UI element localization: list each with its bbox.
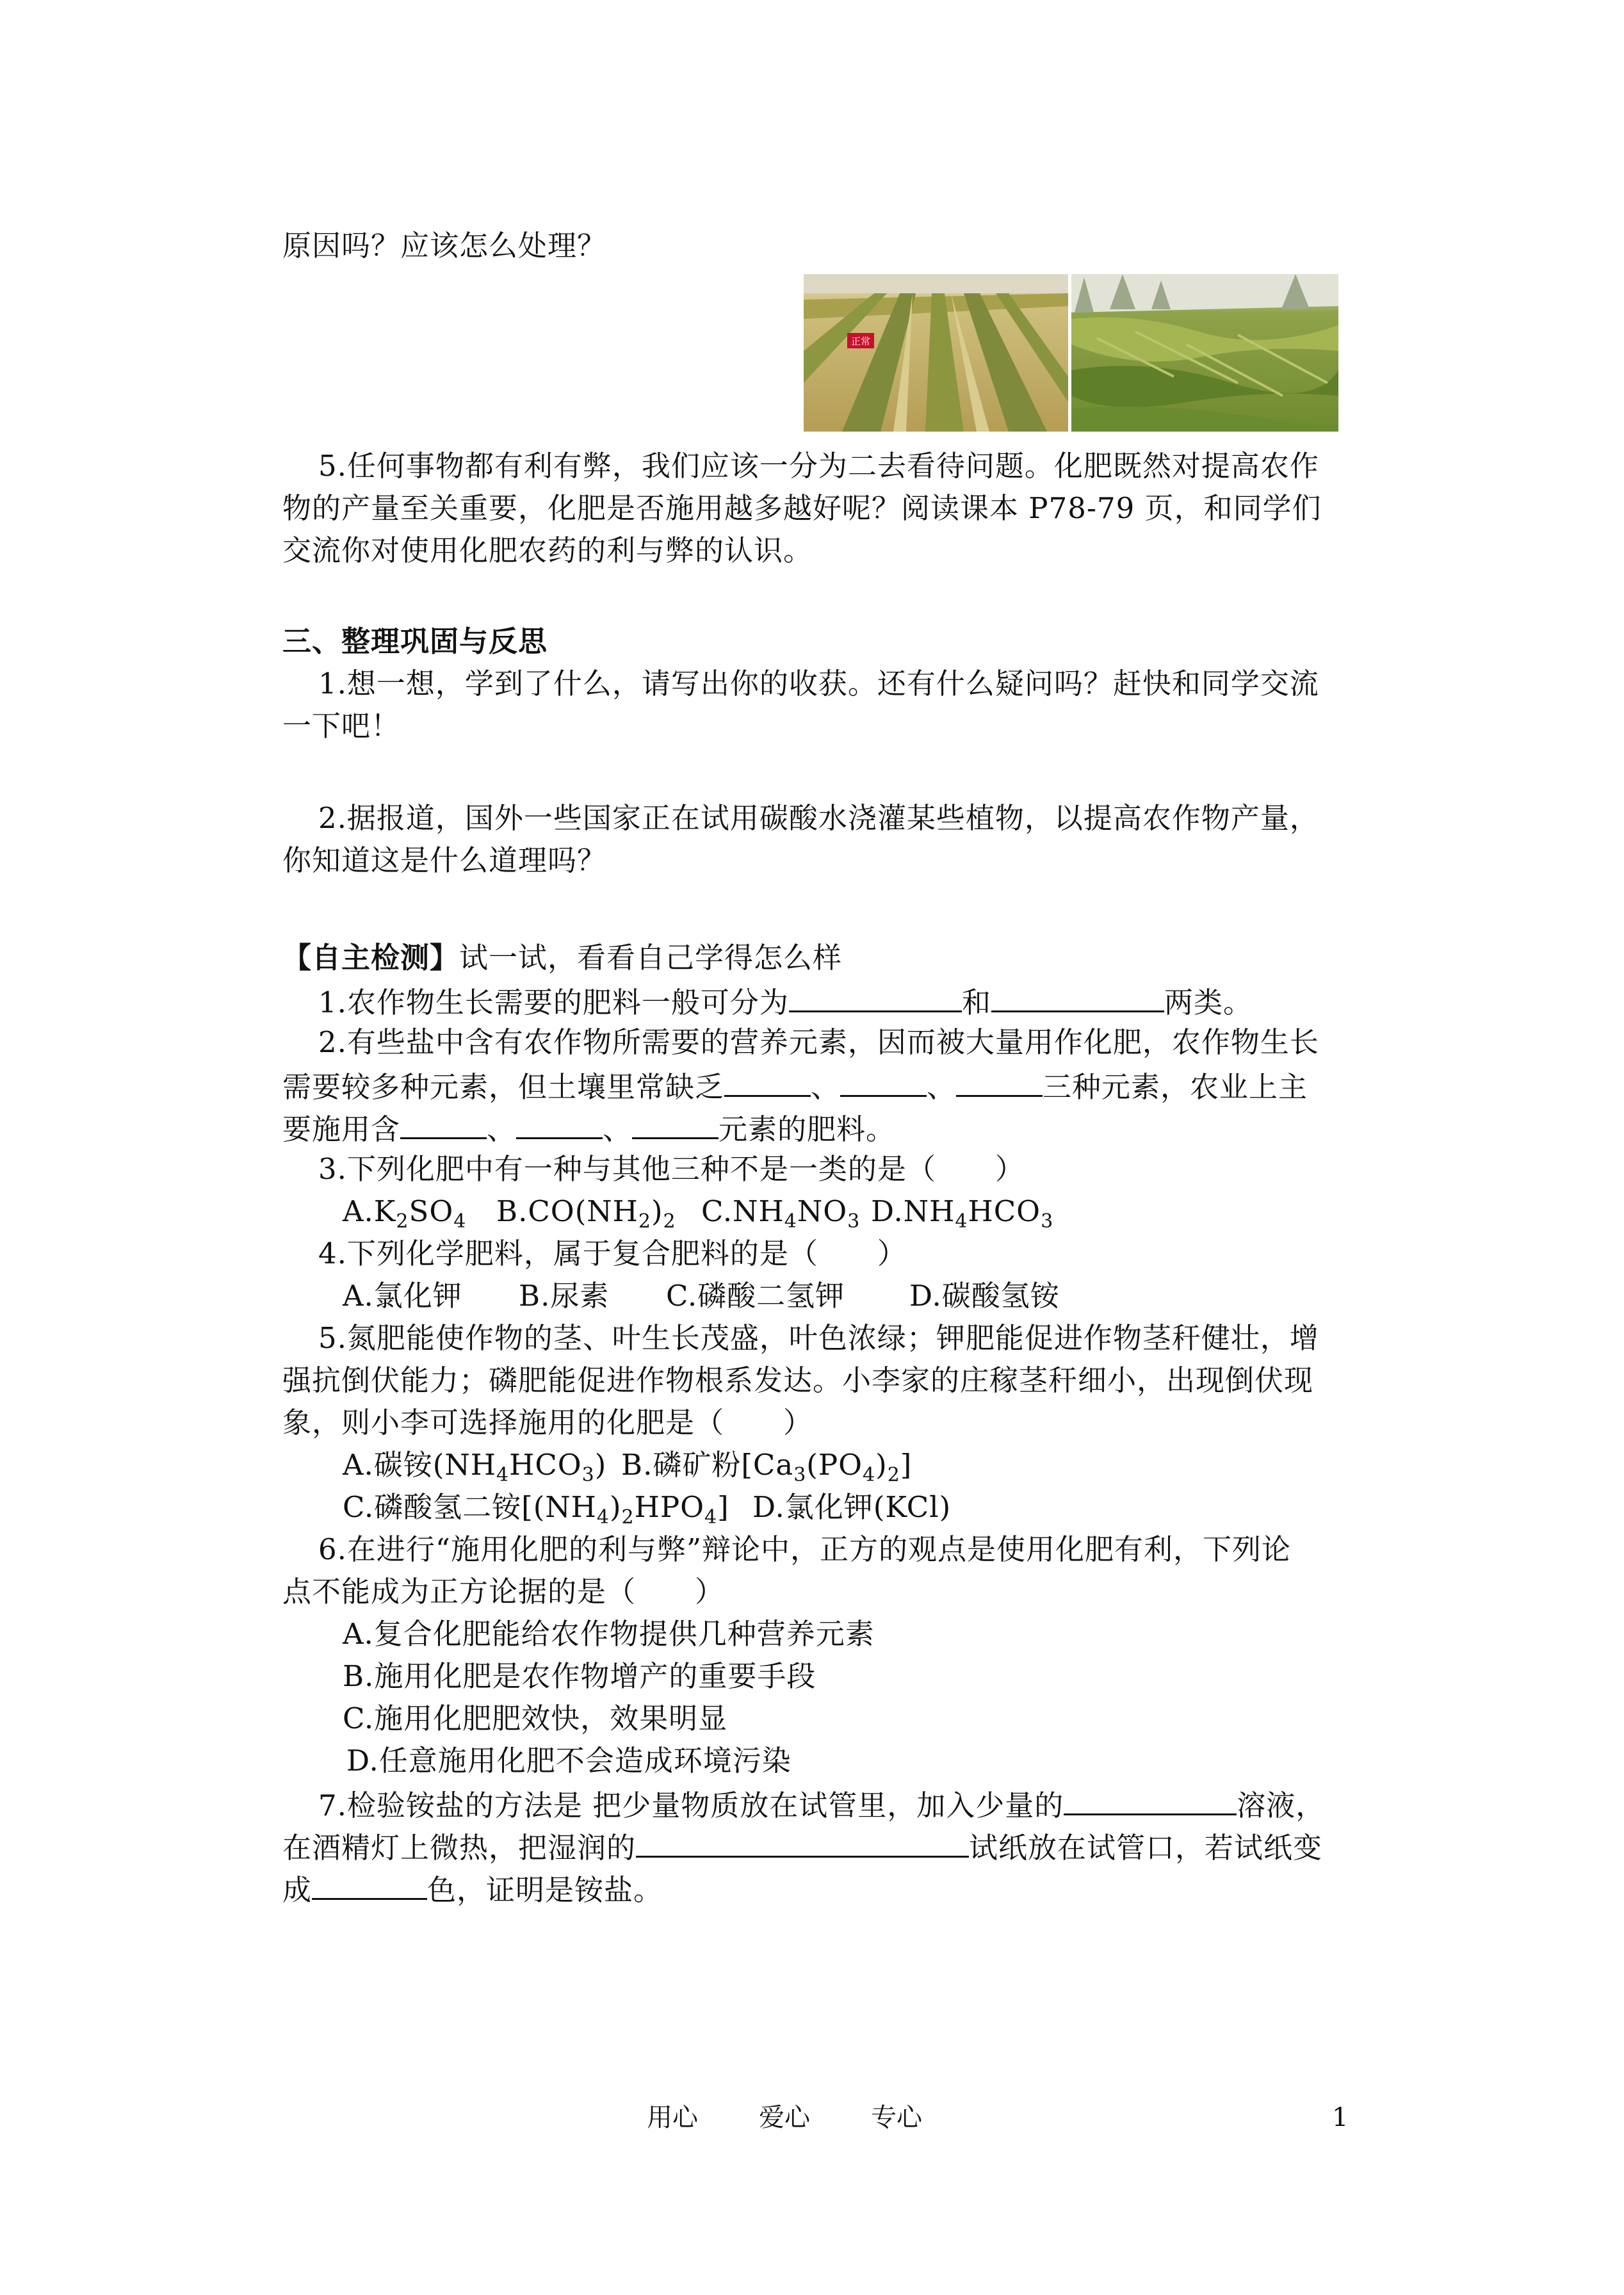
normal-field-photo <box>804 274 1068 432</box>
q1-end: 两类。 <box>1164 985 1253 1019</box>
q7-blank-3[interactable] <box>312 1870 427 1900</box>
q5-line1: 5.任何事物都有利有弊，我们应该一分为二去看待问题。化肥既然对提高农作 <box>318 449 1319 483</box>
q3-option-b[interactable]: $B.CO(NH_2)_2$ <box>496 1194 676 1233</box>
q1-and: 和 <box>961 985 991 1019</box>
q6-option-b[interactable]: B.施用化肥是农作物增产的重要手段 <box>343 1659 816 1693</box>
q5-option-c[interactable]: C.磷酸氢二铵$[(NH_4)_2HPO_4]$ <box>343 1490 729 1529</box>
q7-l3-end: 色，证明是铵盐。 <box>427 1873 663 1907</box>
q5-line3: 交流你对使用化肥农药的利与弊的认识。 <box>282 533 813 567</box>
section3-item1-line2: 一下吧！ <box>282 709 401 743</box>
q4-option-d[interactable]: D.碳酸氢铵 <box>909 1279 1060 1313</box>
q7-l1-text: 7.检验铵盐的方法是 把少量物质放在试管里，加入少量的 <box>318 1788 1064 1822</box>
q2-sep: 、 <box>811 1070 841 1104</box>
q5-test-options-cd <box>343 1489 1418 1529</box>
q2-l3-text: 要施用含 <box>282 1112 401 1146</box>
q2-blank-3[interactable] <box>956 1067 1043 1097</box>
q5-option-d[interactable]: D.氯化钾(KCl) <box>752 1490 952 1524</box>
q2-line2 <box>282 1067 1358 1105</box>
q1-stem: 1.农作物生长需要的肥料一般可分为 <box>318 985 789 1019</box>
q1-blank-1[interactable] <box>789 982 962 1012</box>
section3-item2-line2: 你知道这是什么道理吗？ <box>282 843 607 877</box>
q1-line <box>318 982 1394 1021</box>
q4-options <box>343 1278 1418 1314</box>
q2-l2-end: 三种元素，农业上主 <box>1043 1070 1308 1104</box>
q2-line3 <box>282 1109 1358 1148</box>
q7-l1-end: 溶液， <box>1237 1788 1326 1822</box>
intro-line: 原因吗？应该怎么处理？ <box>282 229 607 263</box>
q2-sep: 、 <box>603 1112 633 1146</box>
q4-option-c[interactable]: C.磷酸二氢钾 <box>666 1279 845 1313</box>
q3-stem: 3.下列化肥中有一种与其他三种不是一类的是（ ） <box>318 1152 1025 1186</box>
q6-option-c[interactable]: C.施用化肥肥效快，效果明显 <box>343 1701 728 1735</box>
q5-test-line3: 象，则小李可选择施用的化肥是（ ） <box>282 1406 813 1439</box>
q4-option-b[interactable]: B.尿素 <box>519 1279 610 1313</box>
q3-options <box>343 1194 1418 1233</box>
self-test-bracket-title: 【自主检测】 <box>282 941 460 975</box>
section3-title: 三、整理巩固与反思 <box>282 624 548 658</box>
q7-l2-end: 试纸放在试管口，若试纸变 <box>969 1831 1323 1865</box>
q2-sep: 、 <box>487 1112 517 1146</box>
field-sign-label: 正常 <box>850 336 871 347</box>
q3-option-c[interactable]: $C.NH_4NO_3$ <box>701 1194 861 1233</box>
section3-item2-line1: 2.据报道，国外一些国家正在试用碳酸水浇灌某些植物，以提高农作物产量， <box>318 801 1319 835</box>
q7-l2-text: 在酒精灯上微热，把湿润的 <box>282 1831 637 1865</box>
q2-blank-4[interactable] <box>400 1109 487 1139</box>
q2-blank-2[interactable] <box>840 1067 927 1097</box>
q2-blank-1[interactable] <box>724 1067 811 1097</box>
lodged-field-photo <box>1071 274 1338 432</box>
q5-option-a[interactable]: A.碳铵$(NH_4HCO_3)$ <box>343 1448 607 1486</box>
q7-line1 <box>318 1785 1394 1824</box>
q2-line1: 2.有些盐中含有农作物所需要的营养元素，因而被大量用作化肥，农作物生长 <box>318 1025 1319 1059</box>
q2-l2-text: 需要较多种元素，但土壤里常缺乏 <box>282 1070 725 1104</box>
q2-sep: 、 <box>927 1070 957 1104</box>
q2-blank-5[interactable] <box>516 1109 603 1139</box>
page-number: 1 <box>1332 2103 1349 2132</box>
footer-motto-2: 爱心 <box>759 2103 810 2132</box>
q4-stem: 4.下列化学肥料，属于复合肥料的是（ ） <box>318 1237 907 1270</box>
q5-test-options-ab <box>343 1447 1418 1486</box>
q6-line2: 点不能成为正方论据的是（ ） <box>282 1575 725 1609</box>
self-test-subtitle: 试一试，看看自己学得怎么样 <box>459 941 843 975</box>
q5-test-line2: 强抗倒伏能力；磷肥能促进作物根系发达。小李家的庄稼茎秆细小，出现倒伏现 <box>282 1363 1314 1397</box>
self-test-title <box>282 940 1358 976</box>
section3-item1-line1: 1.想一想，学到了什么，请写出你的收获。还有什么疑问吗？赶快和同学交流 <box>318 667 1319 701</box>
q7-l3-text: 成 <box>282 1873 313 1907</box>
footer-motto-3: 专心 <box>871 2103 922 2132</box>
q4-option-a[interactable]: A.氯化钾 <box>343 1279 462 1313</box>
q3-option-d[interactable]: $D.NH_4HCO_3$ <box>871 1194 1054 1233</box>
q6-line1: 6.在进行“施用化肥的利与弊”辩论中，正方的观点是使用化肥有利，下列论 <box>318 1532 1291 1566</box>
q6-option-a[interactable]: A.复合化肥能给农作物提供几种营养元素 <box>343 1617 875 1651</box>
q7-blank-1[interactable] <box>1064 1785 1237 1815</box>
q7-blank-2[interactable] <box>636 1828 969 1858</box>
q5-option-b[interactable]: B.磷矿粉$[Ca_3(PO_4)_2]$ <box>621 1448 913 1486</box>
q6-option-d[interactable]: D.任意施用化肥不会造成环境污染 <box>346 1744 792 1778</box>
q2-blank-6[interactable] <box>632 1109 719 1139</box>
q5-test-line1: 5.氮肥能使作物的茎、叶生长茂盛，叶色浓绿；钾肥能促进作物茎秆健壮，增 <box>318 1321 1319 1355</box>
q2-l3-end: 元素的肥料。 <box>719 1112 896 1146</box>
q7-line3 <box>282 1870 1358 1908</box>
q5-line2: 物的产量至关重要，化肥是否施用越多越好呢？阅读课本 P78-79 页，和同学们 <box>282 491 1322 525</box>
q7-line2 <box>282 1828 1358 1866</box>
q3-option-a[interactable]: $A.K_2SO_4$ <box>343 1194 467 1233</box>
footer-motto-1: 用心 <box>647 2103 698 2132</box>
q1-blank-2[interactable] <box>991 982 1164 1012</box>
